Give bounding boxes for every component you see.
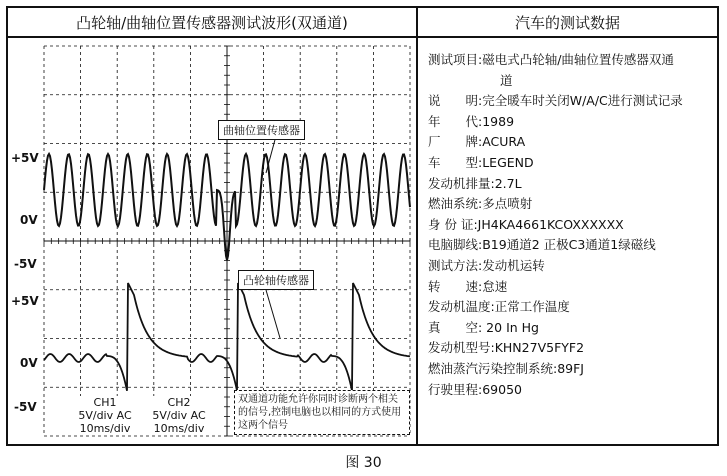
cam-callout-leader bbox=[266, 290, 280, 338]
test-data-row: 道 bbox=[500, 72, 513, 88]
figure-caption: 图 30 bbox=[345, 455, 382, 471]
ch1-volts: 5V/div AC bbox=[78, 409, 132, 422]
ch2-name: CH2 bbox=[167, 396, 191, 409]
cam-sensor-callout: 凸轮轴传感器 bbox=[238, 270, 314, 290]
test-data-row: 行驶里程:69050 bbox=[428, 381, 522, 397]
test-data-row: 真 空: 20 In Hg bbox=[428, 319, 539, 335]
figure-frame bbox=[6, 6, 719, 446]
test-data-row: 年 代:1989 bbox=[428, 113, 515, 129]
ch1-name: CH1 bbox=[93, 396, 117, 409]
test-data-row: 说 明:完全暖车时关闭W/A/C进行测试记录 bbox=[428, 93, 683, 109]
dual-channel-note: 双通道功能允许你同时诊断两个相关的信号,控制电脑也以相同的方式使用这两个信号 bbox=[234, 390, 410, 435]
waveform-title: 凸轮轴/曲轴位置传感器测试波形(双通道) bbox=[8, 8, 418, 38]
test-data-row: 测试项目:磁电式凸轮轴/曲轴位置传感器双通 bbox=[428, 52, 674, 67]
upper-plus5v-label: +5V bbox=[11, 151, 39, 165]
test-data-row: 车 型:LEGEND bbox=[428, 154, 534, 170]
test-data-row: 发动机温度:正常工作温度 bbox=[428, 299, 570, 315]
test-data-list bbox=[428, 50, 718, 400]
oscilloscope-panel bbox=[8, 38, 418, 444]
crank-sensor-callout: 曲轴位置传感器 bbox=[218, 120, 305, 140]
test-data-row: 测试方法:发动机运转 bbox=[428, 257, 545, 273]
ch2-volts: 5V/div AC bbox=[152, 409, 206, 422]
upper-minus5v-label: -5V bbox=[14, 257, 37, 271]
lower-plus5v-label: +5V bbox=[11, 294, 39, 308]
test-data-row: 电脑脚线:B19通道2 正极C3通道1绿磁线 bbox=[428, 237, 656, 253]
ch1-settings bbox=[70, 396, 140, 435]
lower-minus5v-label: -5V bbox=[14, 400, 37, 414]
test-data-row: 转 速:怠速 bbox=[428, 278, 508, 294]
test-data-row: 发动机排量:2.7L bbox=[428, 175, 522, 191]
test-data-title: 汽车的测试数据 bbox=[418, 8, 717, 38]
ch1-time: 10ms/div bbox=[79, 422, 131, 435]
test-data-row: 身 份 证:JH4KA4661KCOXXXXXX bbox=[428, 216, 624, 232]
ch2-time: 10ms/div bbox=[153, 422, 205, 435]
oscilloscope-screen bbox=[8, 38, 416, 444]
upper-0v-label: 0V bbox=[20, 213, 38, 227]
test-data-row: 厂 牌:ACURA bbox=[428, 134, 526, 150]
scope-grid bbox=[44, 46, 410, 436]
crank-callout-leader bbox=[266, 136, 276, 173]
test-data-row: 燃油系统:多点喷射 bbox=[428, 196, 533, 212]
test-data-row: 燃油蒸汽污染控制系统:89FJ bbox=[428, 360, 584, 376]
lower-0v-label: 0V bbox=[20, 356, 38, 370]
ch2-settings bbox=[144, 396, 214, 435]
test-data-row: 发动机型号:KHN27V5FYF2 bbox=[428, 340, 585, 356]
